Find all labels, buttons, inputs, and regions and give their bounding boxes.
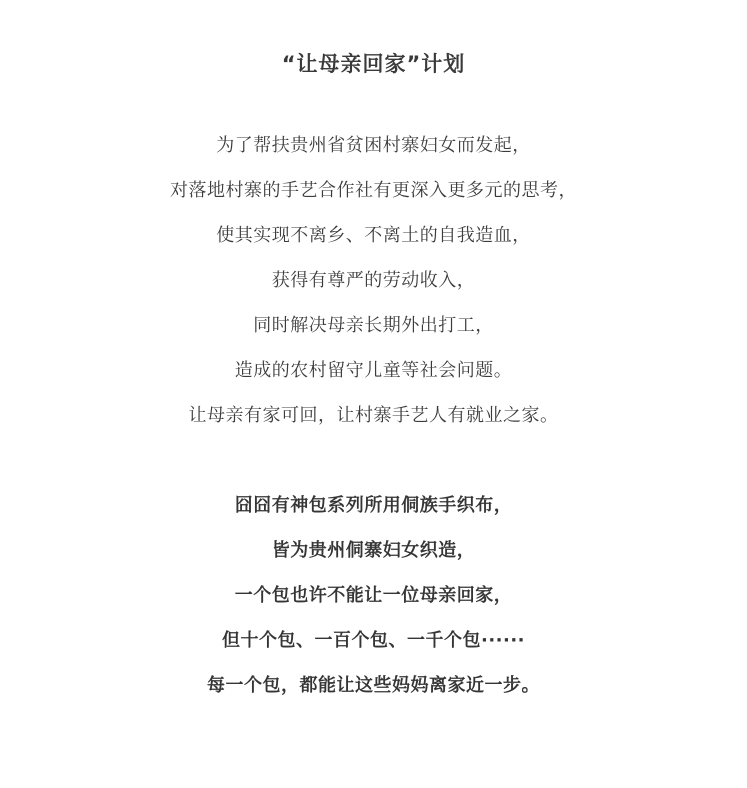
intro-line: 为了帮扶贵州省贫困村寨妇女而发起， xyxy=(216,135,531,156)
highlight-line: 一个包也许不能让一位母亲回家， xyxy=(234,585,513,606)
highlight-line: 但十个包、一百个包、一千个包······ xyxy=(221,630,526,651)
intro-paragraph xyxy=(0,128,747,443)
page-title: “让母亲回家”计划 xyxy=(281,52,466,76)
intro-line: 同时解决母亲长期外出打工， xyxy=(253,315,494,336)
highlight-line: 囧囧有神包系列所用侗族手织布， xyxy=(234,495,513,516)
highlight-paragraph xyxy=(0,488,747,713)
highlight-line: 皆为贵州侗寨妇女织造， xyxy=(271,540,476,561)
intro-line: 让母亲有家可回，让村寨手艺人有就业之家。 xyxy=(188,405,559,426)
intro-line: 造成的农村留守儿童等社会问题。 xyxy=(234,360,513,381)
intro-line: 获得有尊严的劳动收入， xyxy=(271,270,476,291)
intro-line: 使其实现不离乡、不离土的自我造血， xyxy=(216,225,531,246)
intro-line: 对落地村寨的手艺合作社有更深入更多元的思考， xyxy=(170,180,577,201)
highlight-line: 每一个包，都能让这些妈妈离家近一步。 xyxy=(207,675,540,696)
